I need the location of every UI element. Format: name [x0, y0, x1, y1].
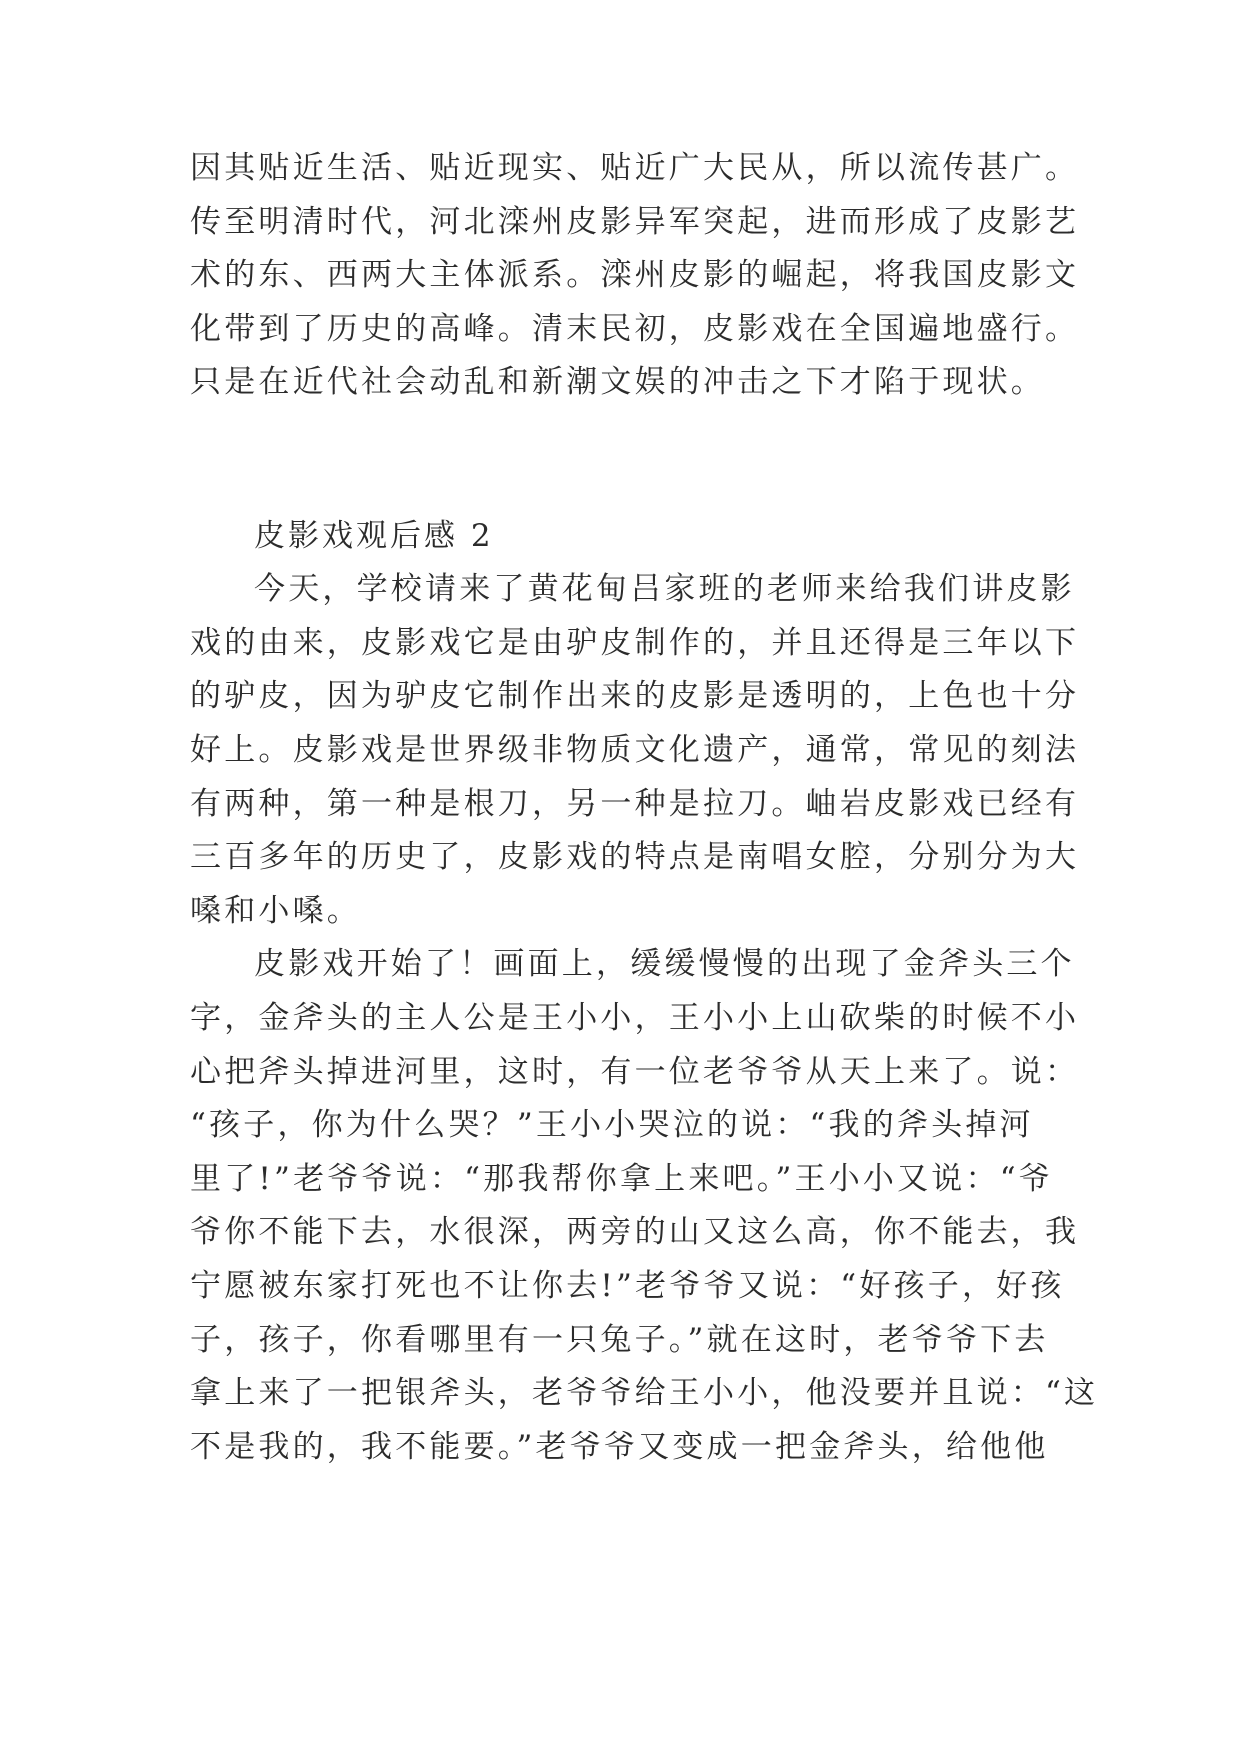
paragraph-3-line-7: 宁愿被东家打死也不让你去!”老爷爷又说：“好孩子，好孩 — [190, 1268, 1065, 1304]
paragraph-3-line-8: 子，孩子，你看哪里有一只兔子。”就在这时，老爷爷下去 — [190, 1322, 1049, 1358]
paragraph-3-line-5: 里了!”老爷爷说：“那我帮你拿上来吧。”王小小又说：“爷 — [190, 1161, 1053, 1197]
paragraph-3-line-1: 皮影戏开始了！画面上，缓缓慢慢的出现了金斧头三个 — [254, 946, 1075, 982]
paragraph-3-line-4: “孩子，你为什么哭？”王小小哭泣的说：“我的斧头掉河 — [190, 1107, 1034, 1143]
paragraph-2-line-1: 今天，学校请来了黄花甸吕家班的老师来给我们讲皮影 — [254, 571, 1075, 607]
section-title: 皮影戏观后感 2 — [254, 518, 494, 554]
paragraph-2-line-5: 有两种，第一种是根刀，另一种是拉刀。岫岩皮影戏已经有 — [190, 786, 1080, 822]
paragraph-1-line-4: 化带到了历史的高峰。清末民初，皮影戏在全国遍地盛行。 — [190, 311, 1080, 347]
paragraph-1-line-3: 术的东、西两大主体派系。滦州皮影的崛起，将我国皮影文 — [190, 257, 1080, 293]
paragraph-3-line-10: 不是我的，我不能要。”老爷爷又变成一把金斧头，给他他 — [190, 1429, 1049, 1465]
paragraph-1-line-2: 传至明清时代，河北滦州皮影异军突起，进而形成了皮影艺 — [190, 204, 1080, 240]
paragraph-2-line-2: 戏的由来，皮影戏它是由驴皮制作的，并且还得是三年以下 — [190, 625, 1080, 661]
paragraph-3-line-6: 爷你不能下去，水很深，两旁的山又这么高，你不能去，我 — [190, 1214, 1080, 1250]
paragraph-2-line-4: 好上。皮影戏是世界级非物质文化遗产，通常，常见的刻法 — [190, 732, 1080, 768]
paragraph-2-line-7: 嗓和小嗓。 — [190, 893, 361, 929]
paragraph-2-line-3: 的驴皮，因为驴皮它制作出来的皮影是透明的，上色也十分 — [190, 678, 1080, 714]
paragraph-2-line-6: 三百多年的历史了，皮影戏的特点是南唱女腔，分别分为大 — [190, 839, 1080, 875]
paragraph-3-line-3: 心把斧头掉进河里，这时，有一位老爷爷从天上来了。说： — [190, 1054, 1080, 1090]
paragraph-3-line-2: 字，金斧头的主人公是王小小，王小小上山砍柴的时候不小 — [190, 1000, 1080, 1036]
paragraph-3-line-9: 拿上来了一把银斧头，老爷爷给王小小，他没要并且说：“这 — [190, 1375, 1099, 1411]
paragraph-1-line-5: 只是在近代社会动乱和新潮文娱的冲击之下才陷于现状。 — [190, 364, 1045, 400]
paragraph-1-line-1: 因其贴近生活、贴近现实、贴近广大民从，所以流传甚广。 — [190, 150, 1080, 186]
